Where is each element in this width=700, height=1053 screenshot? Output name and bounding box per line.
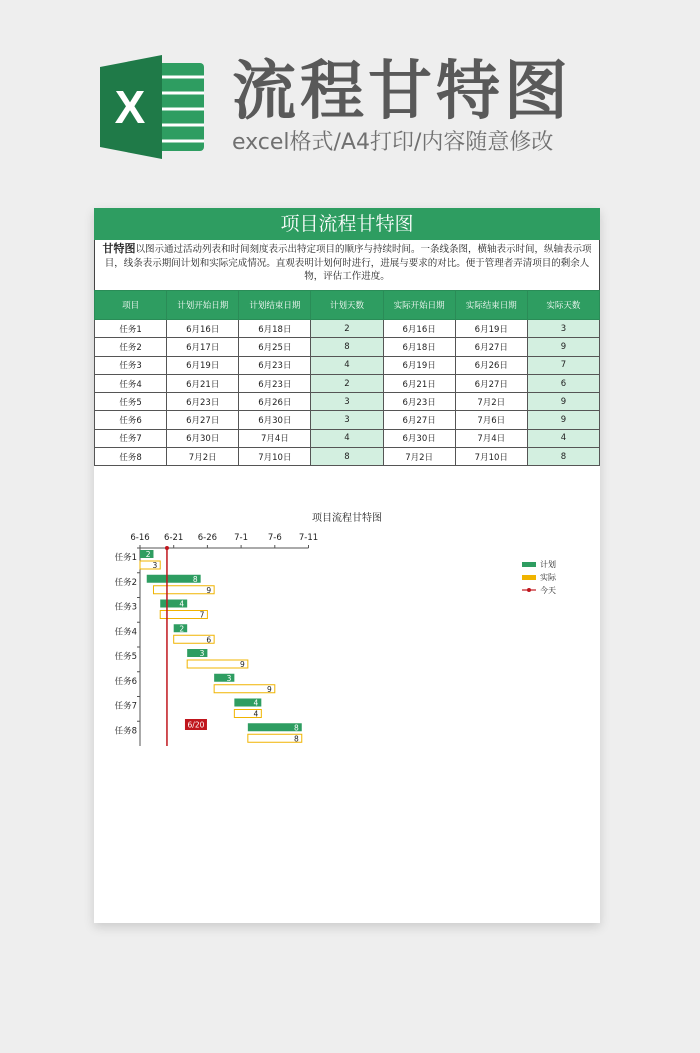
table-cell[interactable]: 7月6日 — [455, 411, 527, 429]
table-cell[interactable]: 6月30日 — [239, 411, 311, 429]
actual-bar-label: 3 — [152, 561, 158, 570]
x-tick-label: 6-16 — [130, 533, 150, 543]
table-cell[interactable]: 6月27日 — [455, 338, 527, 356]
description-text: 以图示通过活动列表和时间刻度表示出特定项目的顺序与持续时间。一条线条图，横轴表示时间，纵轴表示项目，线条表示期间计划和实际完成情况。直观表明计划何时进行，进展与要求的对比。便于管理者弄清项目的剩余人物，评估工作进度。 — [104, 244, 592, 282]
actual-bar-label: 7 — [199, 610, 205, 620]
table-cell[interactable]: 2 — [311, 374, 383, 392]
actual-bar — [187, 660, 248, 668]
y-category-label: 任务5 — [114, 652, 137, 662]
spreadsheet-sheet — [94, 208, 600, 923]
actual-bar-label: 9 — [206, 585, 212, 595]
table-header-row — [95, 291, 600, 320]
table-cell[interactable]: 7月2日 — [167, 448, 239, 466]
table-cell[interactable]: 6月21日 — [167, 374, 239, 392]
page-subtitle: excel格式/A4打印/内容随意修改 — [232, 130, 554, 155]
table-row — [95, 411, 600, 429]
table-cell[interactable]: 3 — [527, 320, 599, 338]
actual-bar — [153, 586, 214, 594]
y-category-label: 任务3 — [114, 602, 137, 613]
y-category-label: 任务2 — [114, 577, 137, 588]
table-cell[interactable]: 6月25日 — [239, 338, 311, 356]
table-cell[interactable]: 6月27日 — [383, 411, 455, 429]
table-cell[interactable]: 7月2日 — [383, 448, 455, 466]
table-cell[interactable]: 7月10日 — [239, 448, 311, 466]
y-category-label: 任务6 — [114, 676, 137, 687]
table-cell[interactable]: 6 — [527, 374, 599, 392]
table-cell[interactable]: 任务4 — [95, 374, 167, 392]
table-row — [95, 356, 600, 374]
table-cell[interactable]: 6月16日 — [167, 320, 239, 338]
actual-bar-label: 4 — [253, 709, 259, 719]
description — [94, 240, 600, 292]
table-cell[interactable]: 7 — [527, 356, 599, 374]
table-cell[interactable]: 8 — [311, 338, 383, 356]
col-header: 计划天数 — [311, 291, 383, 320]
table-cell[interactable]: 6月26日 — [455, 356, 527, 374]
table-cell[interactable]: 6月23日 — [239, 374, 311, 392]
plan-bar-label: 2 — [179, 624, 185, 634]
table-cell[interactable]: 任务3 — [95, 356, 167, 374]
y-category-label: 任务7 — [114, 701, 137, 712]
actual-bar — [214, 685, 275, 693]
actual-bar-label: 6 — [206, 635, 212, 645]
table-row — [95, 320, 600, 338]
table-cell[interactable]: 8 — [311, 448, 383, 466]
today-marker — [165, 546, 169, 550]
table-row — [95, 429, 600, 447]
table-cell[interactable]: 任务2 — [95, 338, 167, 356]
y-category-label: 任务8 — [114, 726, 137, 737]
plan-bar-label: 3 — [199, 649, 205, 658]
table-cell[interactable]: 6月21日 — [383, 374, 455, 392]
table-cell[interactable]: 任务6 — [95, 411, 167, 429]
table-cell[interactable]: 9 — [527, 411, 599, 429]
x-tick-label: 6-26 — [197, 533, 218, 543]
plan-bar-label: 2 — [145, 550, 151, 559]
table-cell[interactable]: 6月16日 — [383, 320, 455, 338]
x-tick-label: 6-21 — [164, 533, 184, 543]
table-cell[interactable]: 6月19日 — [383, 356, 455, 374]
page-title: 流程甘特图 — [232, 55, 572, 129]
plan-bar-label: 8 — [293, 723, 299, 733]
table-cell[interactable]: 8 — [527, 448, 599, 466]
table-cell[interactable]: 任务8 — [95, 448, 167, 466]
x-tick-label: 7-11 — [298, 533, 319, 543]
task-table — [94, 290, 600, 466]
table-cell[interactable]: 任务1 — [95, 320, 167, 338]
table-cell[interactable]: 6月19日 — [167, 356, 239, 374]
table-cell[interactable]: 6月23日 — [383, 393, 455, 411]
legend-marker-today — [527, 588, 531, 592]
table-cell[interactable]: 9 — [527, 338, 599, 356]
plan-bar-label: 4 — [253, 698, 259, 708]
actual-bar-label: 9 — [240, 660, 245, 669]
table-cell[interactable]: 6月30日 — [167, 429, 239, 447]
plan-bar-label: 4 — [179, 599, 185, 609]
logo-letter: X — [114, 81, 146, 133]
plan-bar-label: 8 — [192, 574, 198, 584]
col-header: 项目 — [95, 291, 167, 320]
legend-label-plan: 计划 — [540, 560, 556, 569]
col-header: 实际结束日期 — [455, 291, 527, 320]
y-category-label: 任务1 — [114, 553, 137, 563]
legend-label-today: 今天 — [540, 586, 556, 595]
plan-bar-label: 3 — [226, 673, 232, 683]
sheet-title: 项目流程甘特图 — [94, 208, 600, 240]
table-cell[interactable]: 6月18日 — [239, 320, 311, 338]
table-row — [95, 338, 600, 356]
col-header: 实际开始日期 — [383, 291, 455, 320]
table-cell[interactable]: 4 — [311, 356, 383, 374]
x-tick-label: 7-6 — [267, 533, 282, 543]
table-cell[interactable]: 7月2日 — [455, 393, 527, 411]
legend-label-actual: 实际 — [540, 573, 556, 582]
table-cell[interactable]: 2 — [311, 320, 383, 338]
col-header: 实际天数 — [527, 291, 599, 320]
table-cell[interactable]: 6月18日 — [383, 338, 455, 356]
col-header: 计划开始日期 — [167, 291, 239, 320]
table-cell[interactable]: 9 — [527, 393, 599, 411]
table-body — [95, 320, 600, 466]
y-category-label: 任务4 — [114, 627, 137, 638]
gantt-chart — [94, 498, 600, 758]
table-cell[interactable]: 6月23日 — [239, 356, 311, 374]
table-row — [95, 448, 600, 466]
actual-bar-label: 9 — [267, 684, 272, 694]
chart-title: 项目流程甘特图 — [312, 513, 382, 524]
banner — [0, 0, 700, 185]
table-cell[interactable]: 3 — [311, 411, 383, 429]
table-row — [95, 393, 600, 411]
table-cell[interactable]: 3 — [311, 393, 383, 411]
col-header: 计划结束日期 — [239, 291, 311, 320]
table-cell[interactable]: 任务5 — [95, 393, 167, 411]
table-cell[interactable]: 4 — [311, 429, 383, 447]
table-cell[interactable]: 6月19日 — [455, 320, 527, 338]
table-cell[interactable]: 6月27日 — [455, 374, 527, 392]
table-cell[interactable]: 6月30日 — [383, 429, 455, 447]
legend-swatch-actual — [522, 575, 536, 580]
legend-swatch-plan — [522, 562, 536, 567]
table-cell[interactable]: 任务7 — [95, 429, 167, 447]
table-cell[interactable]: 7月4日 — [455, 429, 527, 447]
table-cell[interactable]: 6月27日 — [167, 411, 239, 429]
table-cell[interactable]: 7月10日 — [455, 448, 527, 466]
table-cell[interactable]: 6月17日 — [167, 338, 239, 356]
table-cell[interactable]: 4 — [527, 429, 599, 447]
x-tick-label: 7-1 — [234, 533, 249, 543]
table-cell[interactable]: 7月4日 — [239, 429, 311, 447]
table-row — [95, 374, 600, 392]
today-label: 6/20 — [187, 720, 205, 730]
actual-bar-label: 8 — [293, 734, 299, 744]
table-cell[interactable]: 6月23日 — [167, 393, 239, 411]
table-cell[interactable]: 6月26日 — [239, 393, 311, 411]
excel-logo-icon — [100, 55, 208, 159]
description-term: 甘特图 — [102, 242, 136, 255]
